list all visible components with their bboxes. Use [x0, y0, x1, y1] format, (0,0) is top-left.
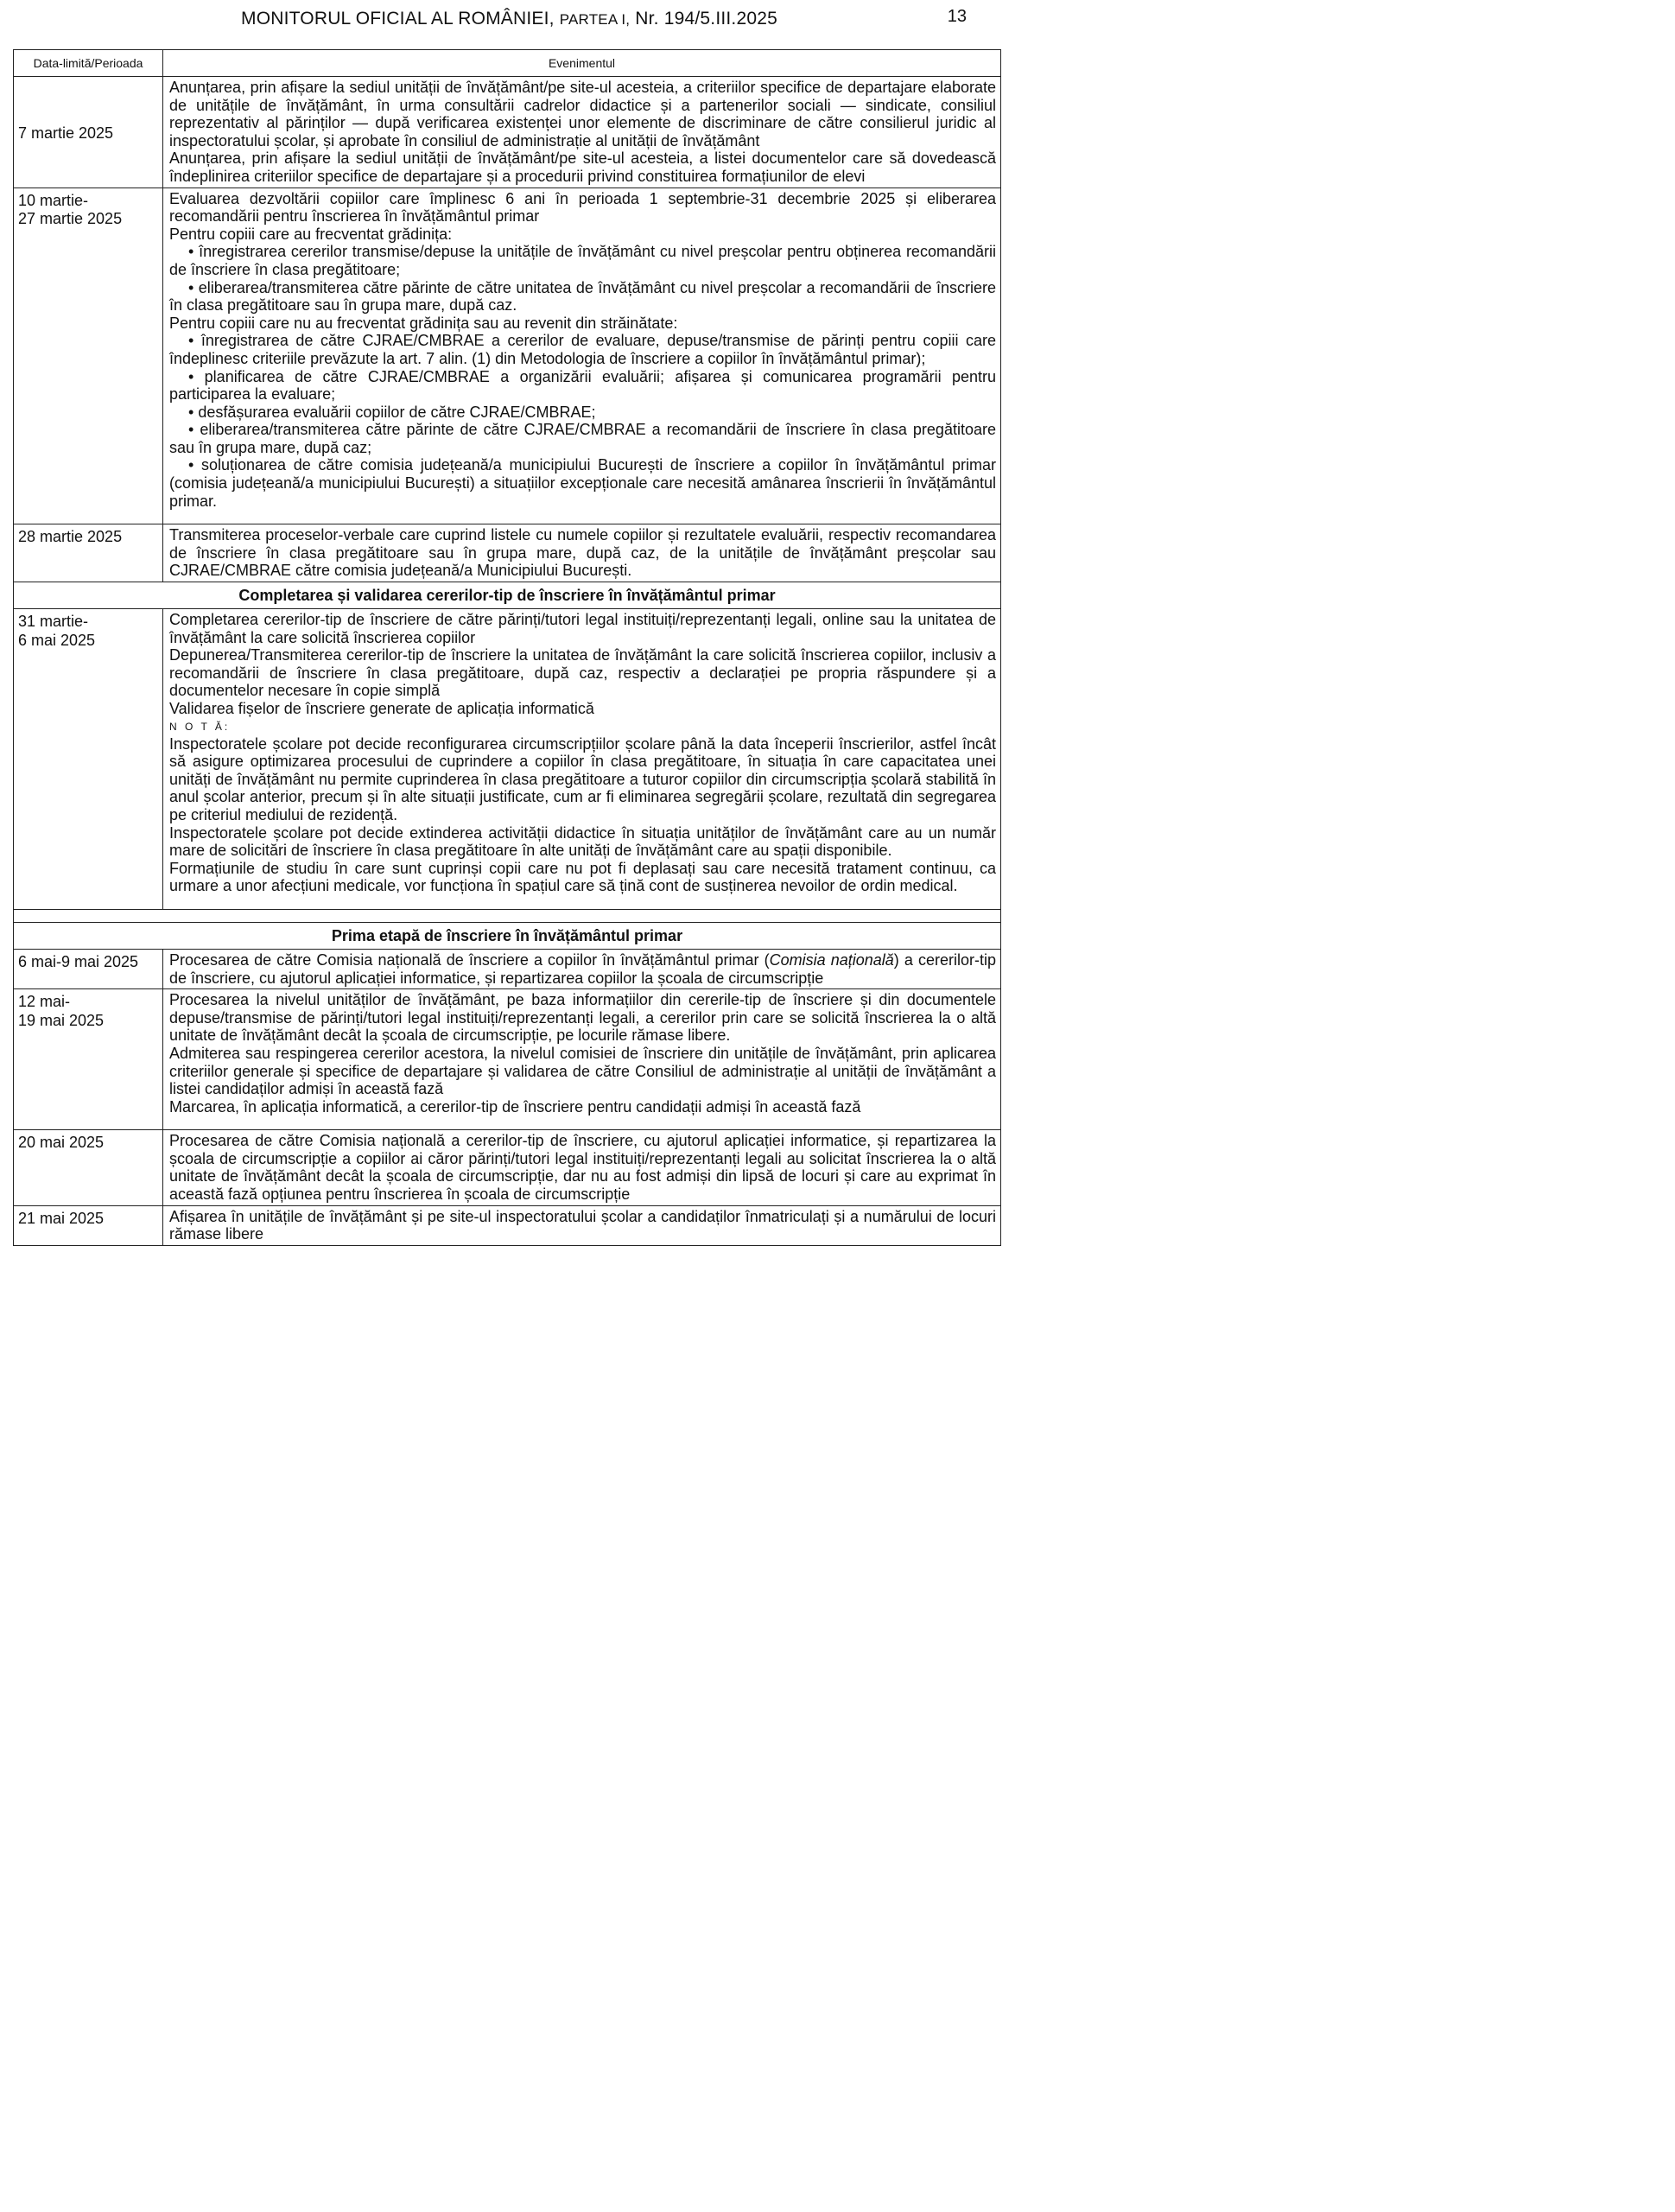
- date-text: 21 mai 2025: [18, 1209, 105, 1227]
- table-row: [14, 524, 1001, 582]
- cell-spacing: [169, 895, 996, 907]
- journal-title-main: MONITORUL OFICIAL AL ROMÂNIEI,: [241, 9, 555, 29]
- event-paragraph: Validarea fișelor de înscriere generate de aplicația informatică: [169, 700, 594, 717]
- event-cell: [163, 949, 1001, 988]
- table-row: [14, 188, 1001, 524]
- date-cell: [14, 1130, 163, 1205]
- bullet-item: • înregistrarea de către CJRAE/CMBRAE a cererilor de evaluare, depuse/transmise de părinți pentru copiii care îndeplinesc criteriile prevăzute la art. 7 alin. (1) din Metodologia de înscriere a copiilor în învățământul primar);: [169, 332, 996, 367]
- journal-title: [0, 9, 1018, 29]
- bullet-item: • înregistrarea cererilor transmise/depuse la unitățile de învățământ cu nivel preșcolar pentru obținerea recomandării de înscriere în clasa pregătitoare;: [169, 243, 996, 278]
- date-cell: [14, 609, 163, 910]
- table-row: [14, 609, 1001, 910]
- schedule-table: [13, 49, 1001, 1246]
- event-paragraph: Procesarea la nivelul unităților de învățământ, pe baza informațiilor din cererile-tip de înscriere și din documentele depuse/transmise de părinți/tutori legal instituiți/reprezentanți legali, a cererilor prin care se solicită înscrierea la o altă unitate de învățământ decât la școala de circumscripție, pe locurile rămase libere.: [169, 991, 996, 1045]
- journal-title-issue: Nr. 194/5.III.2025: [635, 9, 777, 29]
- event-paragraph: [169, 951, 996, 987]
- table-row: [14, 989, 1001, 1130]
- page-header: [0, 0, 1018, 48]
- date-text: 27 martie 2025: [18, 210, 123, 228]
- date-text: 6 mai-9 mai 2025: [18, 952, 139, 970]
- event-paragraph: Transmiterea proceselor-verbale care cuprind listele cu numele copiilor și rezultatele evaluării, respectiv recomandarea de înscriere în clasa pregătitoare sau în grupa mare, după caz, de la unitățile de învățământ preșcolar sau CJRAE/CMBRAE către comisia județeană/a Municipiului București.: [169, 526, 996, 580]
- event-paragraph: Procesarea de către Comisia națională a cererilor-tip de înscriere, cu ajutorul aplicației informatice, și repartizarea la școala de circumscripție a copiilor ai căror părinți/tutori legal instituiți/reprezentanți legali au solicitat înscrierea la o altă unitate de învățământ decât la școala de circumscripție, dar nu au fost admiși din lipsă de locuri și care au exprimat în această fază opțiunea pentru înscrierea în școala de circumscripție: [169, 1132, 996, 1204]
- event-paragraph: Inspectoratele școlare pot decide extinderea activității didactice în situația unităților de învățământ care au un număr mare de solicitări de înscriere în clasa pregătitoare în alte unități de învățământ care au spații disponibile.: [169, 823, 996, 860]
- event-cell: [163, 609, 1001, 910]
- table-row: [14, 1130, 1001, 1205]
- column-header-event: Evenimentul: [163, 50, 1001, 77]
- event-text: ) a cererilor-tip de înscriere, cu ajutorul aplicației informatice, și repartizarea copiilor la școala de circumscripție: [169, 950, 996, 987]
- event-cell: [163, 77, 1001, 188]
- table-header-row: [14, 50, 1001, 77]
- event-paragraph: Anunțarea, prin afișare la sediul unității de învățământ/pe site-ul acesteia, a listei documentelor care să dovedească îndeplinirea criteriilor specifice de departajare și a procedurii privind constituirea formațiunilor de elevi: [169, 149, 996, 185]
- event-paragraph: Pentru copiii care au frecventat grădinița:: [169, 225, 453, 243]
- bullet-item: • desfășurarea evaluării copiilor de către CJRAE/CMBRAE;: [169, 404, 996, 422]
- event-cell: [163, 188, 1001, 524]
- date-text: 19 mai 2025: [18, 1011, 105, 1029]
- column-header-date: Data-limită/Perioada: [14, 50, 163, 77]
- cell-spacing: [169, 1116, 996, 1128]
- date-text: 10 martie-: [18, 191, 89, 209]
- date-text: 12 mai-: [18, 993, 71, 1011]
- section-header-row: [14, 922, 1001, 949]
- table-row: [14, 949, 1001, 988]
- date-text: 7 martie 2025: [18, 124, 114, 143]
- event-paragraph: Completarea cererilor-tip de înscriere de către părinți/tutori legal instituiți/reprezentanți legali, online sau la unitatea de învățământ la care solicită înscrierea copiilor: [169, 611, 996, 646]
- event-paragraph: Admiterea sau respingerea cererilor acestora, la nivelul comisiei de înscriere din unitățile de învățământ, prin aplicarea criteriilor generale și specifice de departajare și validarea de către Consiliul de administrație al unității de învățământ a listei candidaților admiși în această fază: [169, 1044, 996, 1098]
- journal-title-part: PARTEA I,: [559, 11, 631, 28]
- event-paragraph: Marcarea, în aplicația informatică, a cererilor-tip de înscriere pentru candidații admiși în această fază: [169, 1097, 861, 1116]
- table-row: [14, 1205, 1001, 1245]
- section-heading: Prima etapă de înscriere în învățământul primar: [14, 922, 1001, 949]
- event-text-italic: Comisia națională: [769, 950, 894, 969]
- date-cell: [14, 77, 163, 188]
- date-cell: [14, 524, 163, 582]
- spacer-row: [14, 909, 1001, 922]
- event-paragraph: Afișarea în unitățile de învățământ și pe site-ul inspectoratului școlar a candidaților înmatriculați și a numărului de locuri rămase libere: [169, 1207, 996, 1243]
- bullet-item: • eliberarea/transmiterea către părinte de către unitatea de învățământ cu nivel preșcolar a recomandării de înscriere în clasa pregătitoare sau în grupa mare, după caz.: [169, 279, 996, 315]
- bullet-item: • eliberarea/transmiterea către părinte de către CJRAE/CMBRAE a recomandării de înscriere în clasa pregătitoare sau în grupa mare, după caz;: [169, 421, 996, 456]
- date-text: 31 martie-: [18, 613, 89, 631]
- event-paragraph: Formațiunile de studiu în care sunt cuprinși copii care nu pot fi deplasați sau care necesită tratament continuu, ca urmare a unor afecțiuni medicale, vor funcționa în spațiul care să țină cont de susținerea nevoilor de ordin medical.: [169, 859, 996, 895]
- event-cell: [163, 524, 1001, 582]
- spacer-cell: [14, 909, 1001, 922]
- event-paragraph: Inspectoratele școlare pot decide reconfigurarea circumscripțiilor școlare până la data începerii înscrierilor, astfel încât să asigure optimizarea procesului de cuprindere a copiilor în clasa pregătitoare, în situația în care capacitatea unei unități de învățământ nu permite cuprinderea în clasa pregătitoare a tuturor copiilor din circumscripția școlară stabilită în anul școlar anterior, precum și în alte situații justificate, cum ar fi eliminarea segregării școlare, rezultată din segregarea pe criteriul mediului de rezidență.: [169, 734, 996, 823]
- date-cell: [14, 188, 163, 524]
- event-paragraph: Depunerea/Transmiterea cererilor-tip de înscriere la unitatea de învățământ la care solicită înscrierea copiilor, inclusiv a recomandării de înscriere în clasa pregătitoare, după caz, respectiv a declarației pe propria răspundere și a documentelor necesare în copie simplă: [169, 646, 996, 700]
- table-row: [14, 77, 1001, 188]
- event-cell: [163, 989, 1001, 1130]
- event-cell: [163, 1130, 1001, 1205]
- date-text: 20 mai 2025: [18, 1134, 105, 1152]
- note-label: N O T Ă:: [169, 720, 231, 733]
- bullet-item: • soluționarea de către comisia județeană/a municipiului București de înscriere a copiilor în învățământul primar (comisia județeană/a municipiului București) a situațiilor excepționale care necesită amânarea înscrierii în învățământul primar.: [169, 456, 996, 510]
- date-cell: [14, 1205, 163, 1245]
- date-cell: [14, 989, 163, 1130]
- section-heading: Completarea și validarea cererilor-tip de înscriere în învățământul primar: [14, 582, 1001, 609]
- date-text: 6 mai 2025: [18, 631, 96, 649]
- event-paragraph: Pentru copiii care nu au frecventat grădinița sau au revenit din străinătate:: [169, 314, 678, 332]
- cell-spacing: [169, 510, 996, 522]
- bullet-item: • planificarea de către CJRAE/CMBRAE a organizării evaluării; afișarea și comunicarea programării pentru participarea la evaluare;: [169, 368, 996, 404]
- section-header-row: [14, 582, 1001, 609]
- date-text: 28 martie 2025: [18, 528, 123, 546]
- event-text: Procesarea de către Comisia națională de înscriere a copiilor în învățământul primar (: [169, 950, 770, 969]
- event-cell: [163, 1205, 1001, 1245]
- event-paragraph: Anunțarea, prin afișare la sediul unității de învățământ/pe site-ul acesteia, a criteriilor specifice de departajare elaborate de unitățile de învățământ, în urma consultării cadrelor didactice și a partenerilor sociali — sindicate, consiliul reprezentativ al părinților — după verificarea existenței unor elemente de discriminare de către consilierul juridic al inspectoratului școlar, și aprobate în consiliul de administrație al unității de învățământ: [169, 79, 996, 149]
- event-paragraph: Evaluarea dezvoltării copiilor care împlinesc 6 ani în perioada 1 septembrie-31 decembrie 2025 și eliberarea recomandării pentru înscrierea în învățământul primar: [169, 189, 996, 226]
- page-number: 13: [947, 7, 967, 26]
- date-cell: [14, 949, 163, 988]
